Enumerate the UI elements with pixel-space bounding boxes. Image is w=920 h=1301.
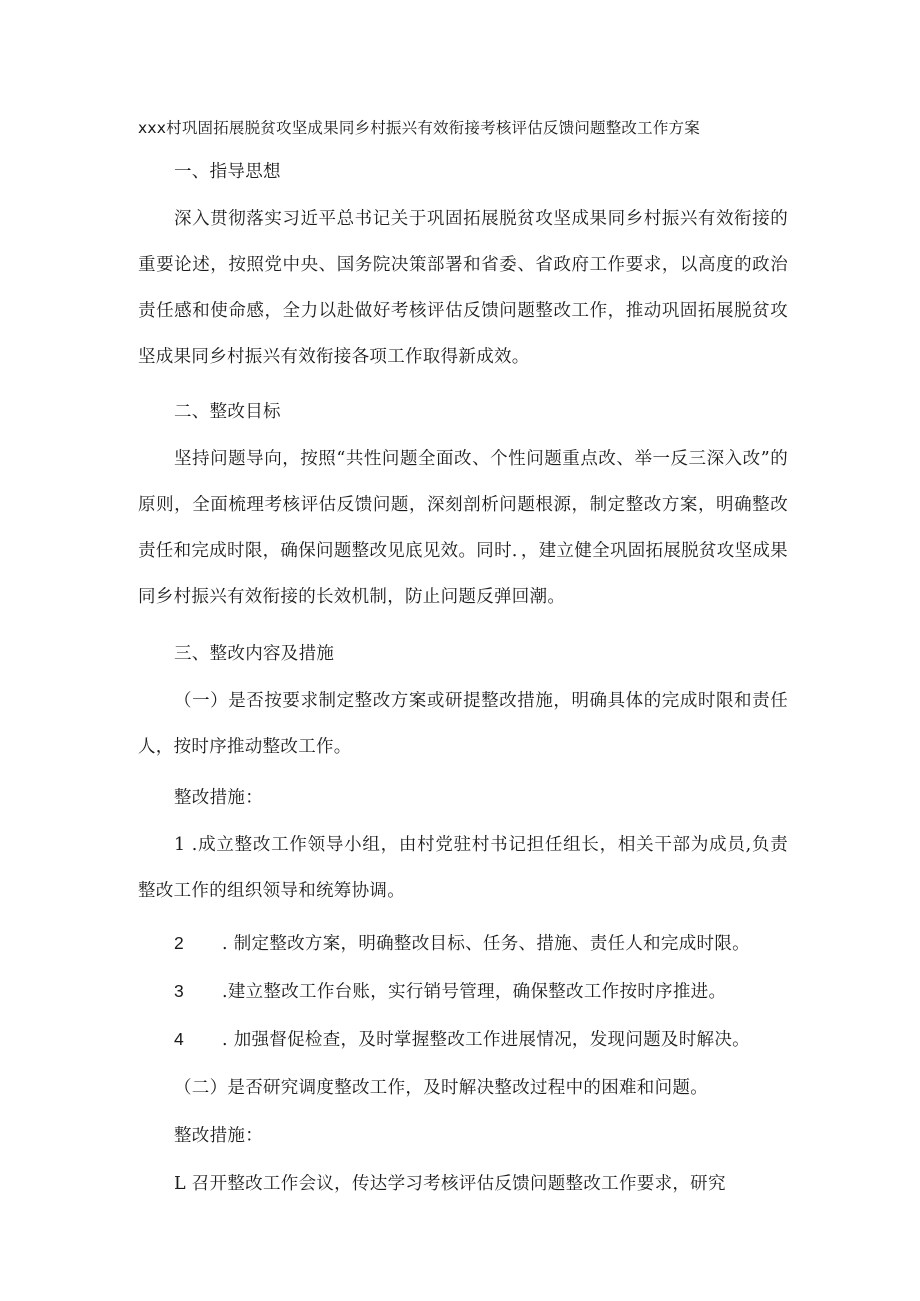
measure-1-1: 1 .成立整改工作领导小组，由村党驻村书记担任组长，相关干部为成员,负责整改工作的组织领导和统筹协调。 xyxy=(138,835,788,901)
measure-1-4 xyxy=(174,1026,750,1051)
measures-label-2: 整改措施： xyxy=(174,1126,263,1146)
measure-1-4-text: . 加强督促检查，及时掌握整改工作进展情况，发现问题及时解决。 xyxy=(222,1030,750,1050)
section-body-rectification-goals: 坚持问题导向，按照“共性问题全面改、个性问题重点改、举一反三深入改”的原则，全面梳理考核评估反馈问题，深刻剖析问题根源，制定整改方案，明确整改责任和完成时限，确保问题整改见底见效。同时．，建立健全巩固拓展脱贫攻坚成果同乡村振兴有效衔接的长效机制，防止问题反弹回潮。 xyxy=(138,449,788,607)
measures-label-1: 整改措施： xyxy=(174,788,263,808)
measure-1-2-text: . 制定整改方案，明确整改目标、任务、措施、责任人和完成时限。 xyxy=(222,934,750,954)
measure-1-3-number: 3 xyxy=(174,981,185,1001)
measure-1-2 xyxy=(174,930,750,955)
measure-1-3-text: .建立整改工作台账，实行销号管理，确保整改工作按时序推进。 xyxy=(222,982,727,1002)
section-heading-rectification-goals: 二、整改目标 xyxy=(174,402,281,422)
measure-2-1: L 召开整改工作会议，传达学习考核评估反馈问题整改工作要求，研究 xyxy=(174,1174,726,1194)
measure-1-4-number: 4 xyxy=(174,1029,185,1049)
measure-1-2-number: 2 xyxy=(174,933,185,953)
section-heading-guiding-ideology: 一、指导思想 xyxy=(174,162,281,182)
document-title: xxx村巩固拓展脱贫攻坚成果同乡村振兴有效衔接考核评估反馈问题整改工作方案 xyxy=(138,119,700,137)
item-question-2: （二）是否研究调度整改工作，及时解决整改过程中的困难和问题。 xyxy=(174,1078,708,1098)
section-body-guiding-ideology: 深入贯彻落实习近平总书记关于巩固拓展脱贫攻坚成果同乡村振兴有效衔接的重要论述，按照党中央、国务院决策部署和省委、省政府工作要求，以高度的政治责任感和使命感，全力以赴做好考核评估反馈问题整改工作，推动巩固拓展脱贫攻坚成果同乡村振兴有效衔接各项工作取得新成效。 xyxy=(138,209,788,367)
measure-1-3 xyxy=(174,978,726,1003)
item-question-1: （一）是否按要求制定整改方案或研提整改措施，明确具体的完成时限和责任人，按时序推动整改工作。 xyxy=(138,691,788,757)
section-heading-content-and-measures: 三、整改内容及措施 xyxy=(174,644,335,664)
